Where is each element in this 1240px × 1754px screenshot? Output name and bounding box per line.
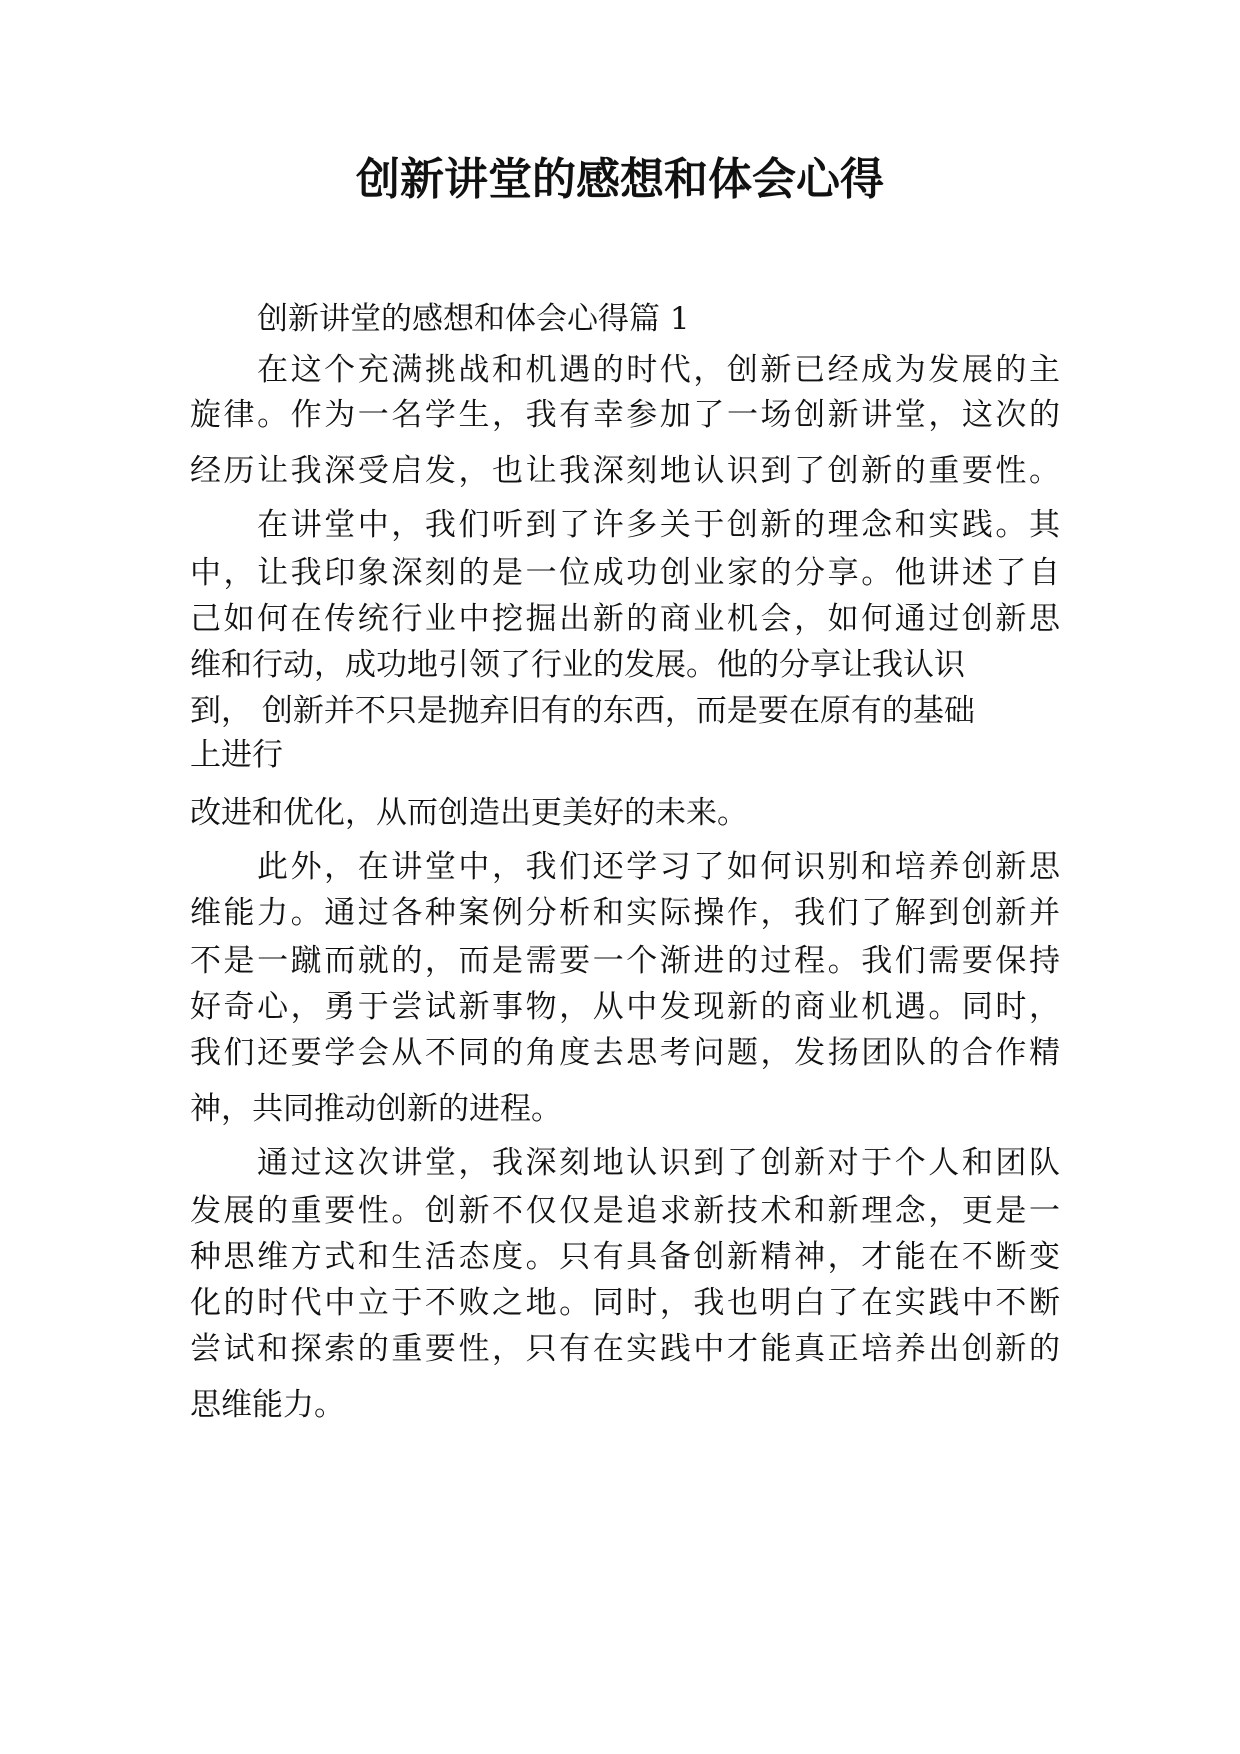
text-line: 思维能力。	[190, 1387, 345, 1423]
text-line: 己如何在传统行业中挖掘出新的商业机会，如何通过创新思	[190, 601, 1060, 637]
text-line: 经历让我深受启发，也让我深刻地认识到了创新的重要性。	[190, 453, 1060, 489]
text-line: 不是一蹴而就的，而是需要一个渐进的过程。我们需要保持	[190, 943, 1060, 979]
text-line: 发展的重要性。创新不仅仅是追求新技术和新理念，更是一	[190, 1193, 1060, 1229]
text-line: 中，让我印象深刻的是一位成功创业家的分享。他讲述了自	[190, 555, 1060, 591]
text-line: 改进和优化，从而创造出更美好的未来。	[190, 795, 748, 831]
text-line: 此外，在讲堂中，我们还学习了如何识别和培养创新思	[257, 849, 1060, 885]
section-heading: 创新讲堂的感想和体会心得篇 1	[257, 301, 690, 337]
text-line: 旋律。作为一名学生，我有幸参加了一场创新讲堂，这次的	[190, 397, 1060, 433]
text-line: 好奇心，勇于尝试新事物，从中发现新的商业机遇。同时，	[190, 989, 1060, 1025]
text-line: 神，共同推动创新的进程。	[190, 1091, 562, 1127]
text-line: 维和行动，成功地引领了行业的发展。他的分享让我认识	[190, 647, 965, 683]
document-title: 创新讲堂的感想和体会心得	[356, 154, 884, 205]
text-line: 化的时代中立于不败之地。同时，我也明白了在实践中不断	[190, 1285, 1060, 1321]
text-line: 尝试和探索的重要性，只有在实践中才能真正培养出创新的	[190, 1331, 1060, 1367]
text-line: 种思维方式和生活态度。只有具备创新精神，才能在不断变	[190, 1239, 1060, 1275]
text-line: 维能力。通过各种案例分析和实际操作，我们了解到创新并	[190, 895, 1060, 931]
text-line: 上进行	[190, 737, 283, 773]
text-line: 通过这次讲堂，我深刻地认识到了创新对于个人和团队	[257, 1145, 1060, 1181]
text-line: 到， 创新并不只是抛弃旧有的东西，而是要在原有的基础	[190, 693, 975, 729]
text-line: 在讲堂中，我们听到了许多关于创新的理念和实践。其	[257, 507, 1060, 543]
text-line: 我们还要学会从不同的角度去思考问题，发扬团队的合作精	[190, 1035, 1060, 1071]
text-line: 在这个充满挑战和机遇的时代，创新已经成为发展的主	[257, 352, 1060, 388]
